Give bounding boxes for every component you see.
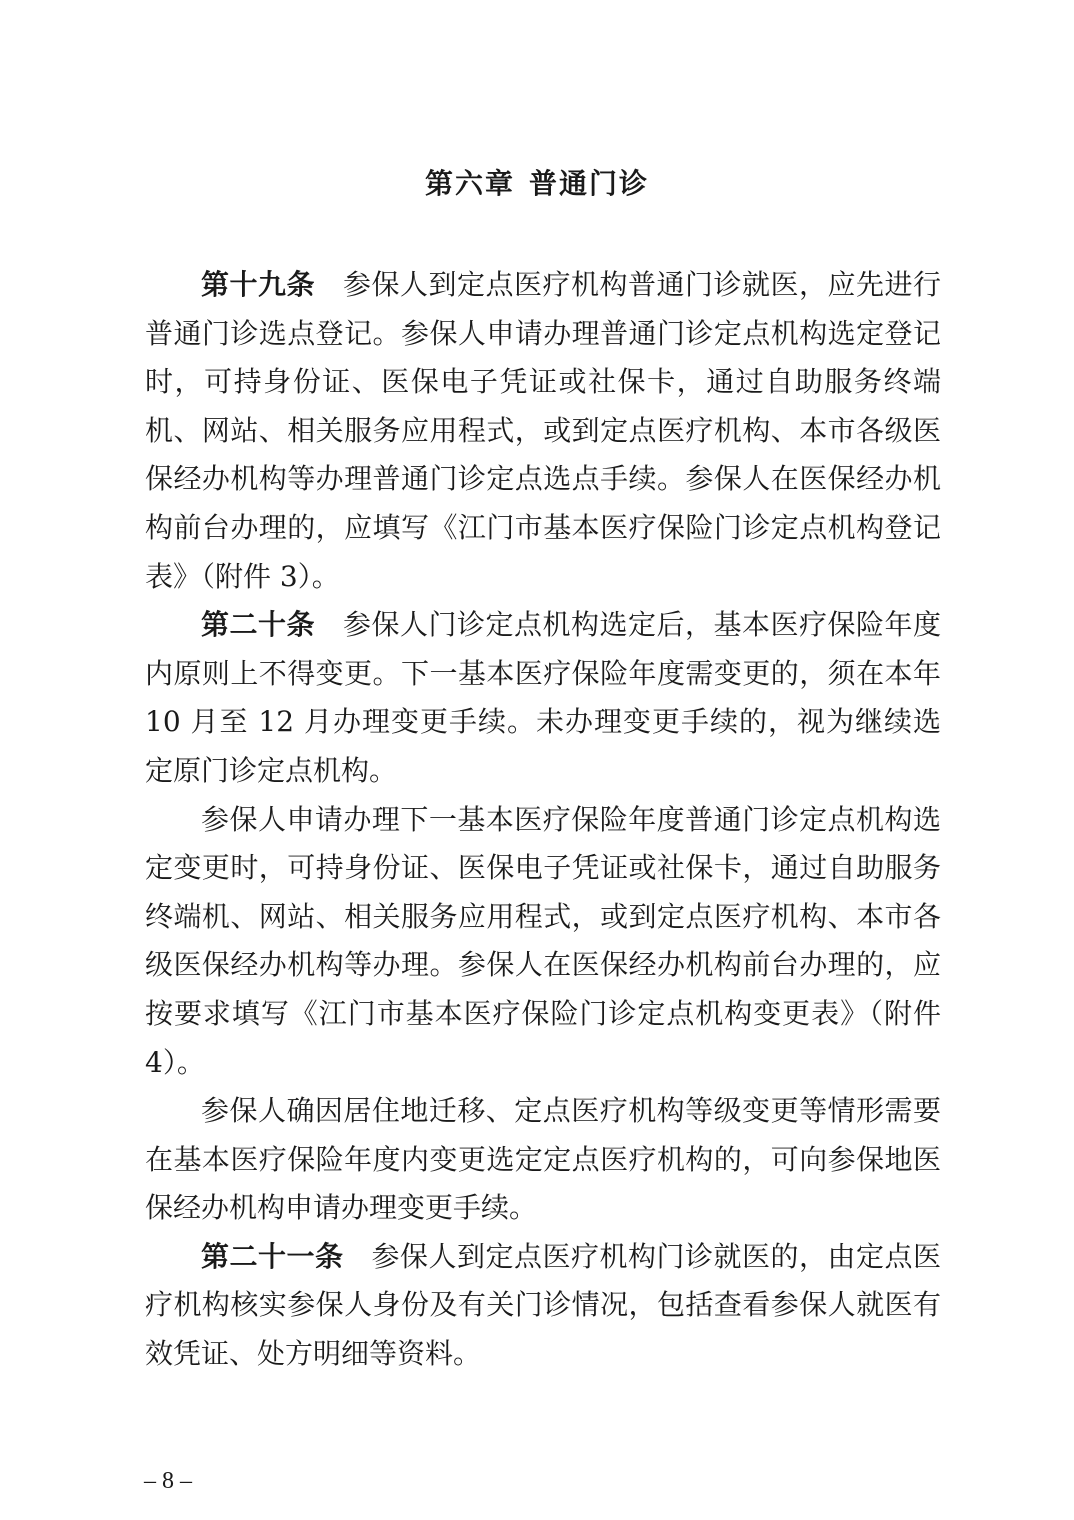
document-body bbox=[145, 261, 941, 1379]
paragraph bbox=[145, 1087, 941, 1233]
article-heading: 第二十一条 bbox=[201, 1239, 344, 1273]
page-number: – 8 – bbox=[144, 1468, 192, 1494]
article-19 bbox=[145, 261, 941, 601]
article-heading: 第十九条 bbox=[201, 268, 315, 301]
chapter-heading bbox=[0, 160, 1074, 208]
article-text: 参保人门诊定点机构选定后，基本医疗保险年度内原则上不得变更。下一基本医疗保险年度需变更的，须在本年 10 月至 12 月办理变更手续。未办理变更手续的，视为继续选定原门诊定点机构。 bbox=[145, 608, 941, 787]
paragraph-text: 参保人申请办理下一基本医疗保险年度普通门诊定点机构选定变更时，可持身份证、医保电子凭证或社保卡，通过自助服务终端机、网站、相关服务应用程式，或到定点医疗机构、本市各级医保经办机构等办理。参保人在医保经办机构前台办理的，应按要求填写《江门市基本医疗保险门诊定点机构变更表》（附件 4）。 bbox=[145, 802, 941, 1079]
article-20 bbox=[145, 601, 941, 795]
paragraph-text: 参保人确因居住地迁移、定点医疗机构等级变更等情形需要在基本医疗保险年度内变更选定定点医疗机构的，可向参保地医保经办机构申请办理变更手续。 bbox=[145, 1094, 941, 1225]
chapter-number: 第六章 bbox=[424, 167, 515, 200]
article-text: 参保人到定点医疗机构普通门诊就医，应先进行普通门诊选点登记。参保人申请办理普通门诊定点机构选定登记时，可持身份证、医保电子凭证或社保卡，通过自助服务终端机、网站、相关服务应用程式，或到定点医疗机构、本市各级医保经办机构等办理普通门诊定点选点手续。参保人在医保经办机构前台办理的，应填写《江门市基本医疗保险门诊定点机构登记表》（附件 3）。 bbox=[145, 268, 941, 593]
article-heading: 第二十条 bbox=[201, 608, 315, 642]
article-21 bbox=[145, 1233, 941, 1379]
article-text: 参保人到定点医疗机构门诊就医的，由定点医疗机构核实参保人身份及有关门诊情况，包括查看参保人就医有效凭证、处方明细等资料。 bbox=[145, 1239, 941, 1371]
chapter-title: 普通门诊 bbox=[529, 167, 650, 200]
paragraph bbox=[145, 796, 941, 1088]
